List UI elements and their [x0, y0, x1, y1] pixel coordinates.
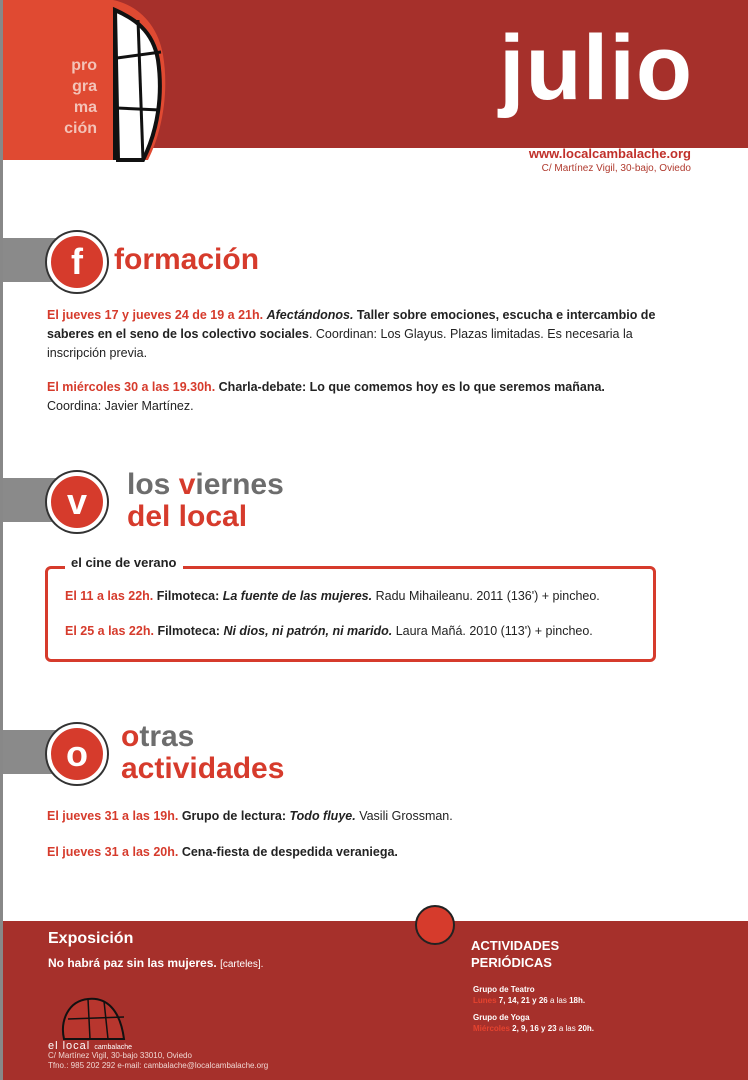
- website-link[interactable]: www.localcambalache.org: [528, 146, 691, 161]
- formacion-icon: f: [47, 232, 107, 292]
- otras-title: otras actividades: [121, 720, 285, 785]
- header-address: C/ Martínez Vigil, 30-bajo, Oviedo: [541, 163, 691, 174]
- cine-verano-box: [45, 566, 656, 662]
- month-title: julio: [499, 17, 694, 119]
- formacion-item-2: El miércoles 30 a las 19.30h. Charla-debate: Lo que comemos hoy es lo que seremos mañana. Coordina: Javier Martínez.: [47, 380, 605, 413]
- otras-item-2: El jueves 31 a las 20h. Cena-fiesta de despedida veraniega.: [47, 845, 398, 859]
- actividades-periodicas-title: ACTIVIDADES PERIÓDICAS: [471, 938, 560, 970]
- programacion-logo-text: pro gra ma ción: [64, 57, 97, 137]
- formacion-title: formación: [114, 243, 260, 276]
- viernes-title: los viernes del local: [127, 468, 284, 533]
- el-local-name: el local cambalache: [48, 1040, 133, 1052]
- viernes-icon: v: [47, 472, 107, 532]
- formacion-item-1: El jueves 17 y jueves 24 de 19 a 21h. Afectándonos. Taller sobre emociones, escucha e intercambio de saberes en el seno de los colectivo sociales. Coordinan: Los Glayus. Plazas limitadas. Es necesaria la inscripción previa.: [47, 308, 656, 360]
- el-local-address: C/ Martínez Vigil, 30-bajo 33010, Oviedo Tfno.: 985 202 292 e-mail: cambalache@localcambalache.org: [48, 1051, 269, 1070]
- otras-item-1: El jueves 31 a las 19h. Grupo de lectura: Todo fluye. Vasili Grossman.: [47, 809, 453, 823]
- cine-item-1: El 11 a las 22h. Filmoteca: La fuente de las mujeres. Radu Mihaileanu. 2011 (136') + pincheo.: [65, 589, 600, 603]
- cine-item-2: El 25 a las 22h. Filmoteca: Ni dios, ni patrón, ni marido. Laura Mañá. 2010 (113') + pincheo.: [65, 624, 593, 638]
- periodica-yoga: Grupo de Yoga Miércoles 2, 9, 16 y 23 a las 20h.: [473, 1013, 595, 1033]
- exposicion-title: Exposición: [48, 930, 134, 947]
- footer-circle-decoration: [415, 905, 455, 945]
- periodica-teatro: Grupo de Teatro Lunes 7, 14, 21 y 26 a las 18h.: [473, 985, 586, 1005]
- otras-icon: o: [47, 724, 107, 784]
- exposicion-text: No habrá paz sin las mujeres. [carteles].: [48, 956, 264, 970]
- cine-verano-label: el cine de verano: [65, 555, 183, 570]
- el-local-logo: [48, 993, 128, 1041]
